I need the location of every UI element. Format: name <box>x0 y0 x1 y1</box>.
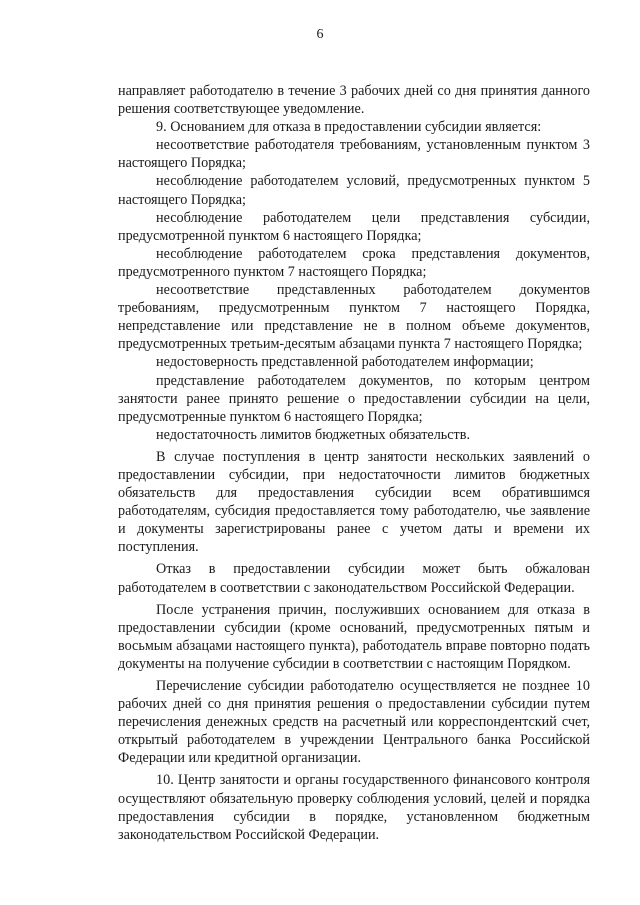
page-number: 6 <box>316 27 324 42</box>
paragraph-item-10: 10. Центр занятости и органы государственного финансового контроля осуществляют обязательную проверку соблюдения условий, целей и порядка предоставления субсидии в порядке, установленном бюджетным законодательством Российской Федерации. <box>118 772 590 843</box>
paragraph-resubmission: После устранения причин, послуживших основанием для отказа в предоставлении субсидии (кроме оснований, предусмотренных пятым и восьмым абзацами настоящего пункта), работодатель вправе повторно подать документы на получение субсидии в соответствии с настоящим Порядком. <box>118 601 590 672</box>
paragraph-multiple-applications: В случае поступления в центр занятости нескольких заявлений о предоставлении субсидии, при недостаточности лимитов бюджетных обязательств для предоставления субсидии всем обратившимся работодателям, субсидия предоставляется тому работодателю, чье заявление и документы зарегистрированы ранее с учетом даты и времени их поступления. <box>118 448 590 556</box>
paragraph-continuation: направляет работодателю в течение 3 рабочих дней со дня принятия данного решения соответствующее уведомление. <box>118 83 590 118</box>
paragraph-transfer: Перечисление субсидии работодателю осуществляется не позднее 10 рабочих дней со дня принятия решения о предоставлении субсидии путем перечисления денежных средств на расчетный или корреспондентский счет, открытый работодателем в учреждении Центрального банка Российской Федерации или кредитной организации. <box>118 678 590 767</box>
paragraph-appeal: Отказ в предоставлении субсидии может быть обжалован работодателем в соответствии с законодательством Российской Федерации. <box>118 561 590 596</box>
paragraph-refusal-ground-3: несоблюдение работодателем цели представления субсидии, предусмотренной пунктом 6 настоящего Порядка; <box>118 209 590 244</box>
paragraph-refusal-ground-5: несоответствие представленных работодателем документов требованиям, предусмотренным пунктом 7 настоящего Порядка, непредставление или представление не в полном объеме документов, предусмотренных третьим-десятым абзацами пункта 7 настоящего Порядка; <box>118 282 590 353</box>
paragraph-refusal-ground-4: несоблюдение работодателем срока представления документов, предусмотренного пунктом 7 настоящего Порядка; <box>118 245 590 280</box>
paragraph-refusal-ground-2: несоблюдение работодателем условий, предусмотренных пунктом 5 настоящего Порядка; <box>118 173 590 208</box>
paragraph-refusal-ground-7: представление работодателем документов, по которым центром занятости ранее принято решение о предоставлении субсидии на цели, предусмотренные пунктом 6 настоящего Порядка; <box>118 372 590 425</box>
paragraph-refusal-ground-8: недостаточность лимитов бюджетных обязательств. <box>156 426 470 443</box>
document-body <box>118 82 590 844</box>
paragraph-refusal-ground-6: недостоверность представленной работодателем информации; <box>156 354 534 371</box>
paragraph-refusal-ground-1: несоответствие работодателя требованиям, установленным пунктом 3 настоящего Порядка; <box>118 137 590 172</box>
paragraph-item-9-heading: 9. Основанием для отказа в предоставлении субсидии является: <box>156 119 542 136</box>
